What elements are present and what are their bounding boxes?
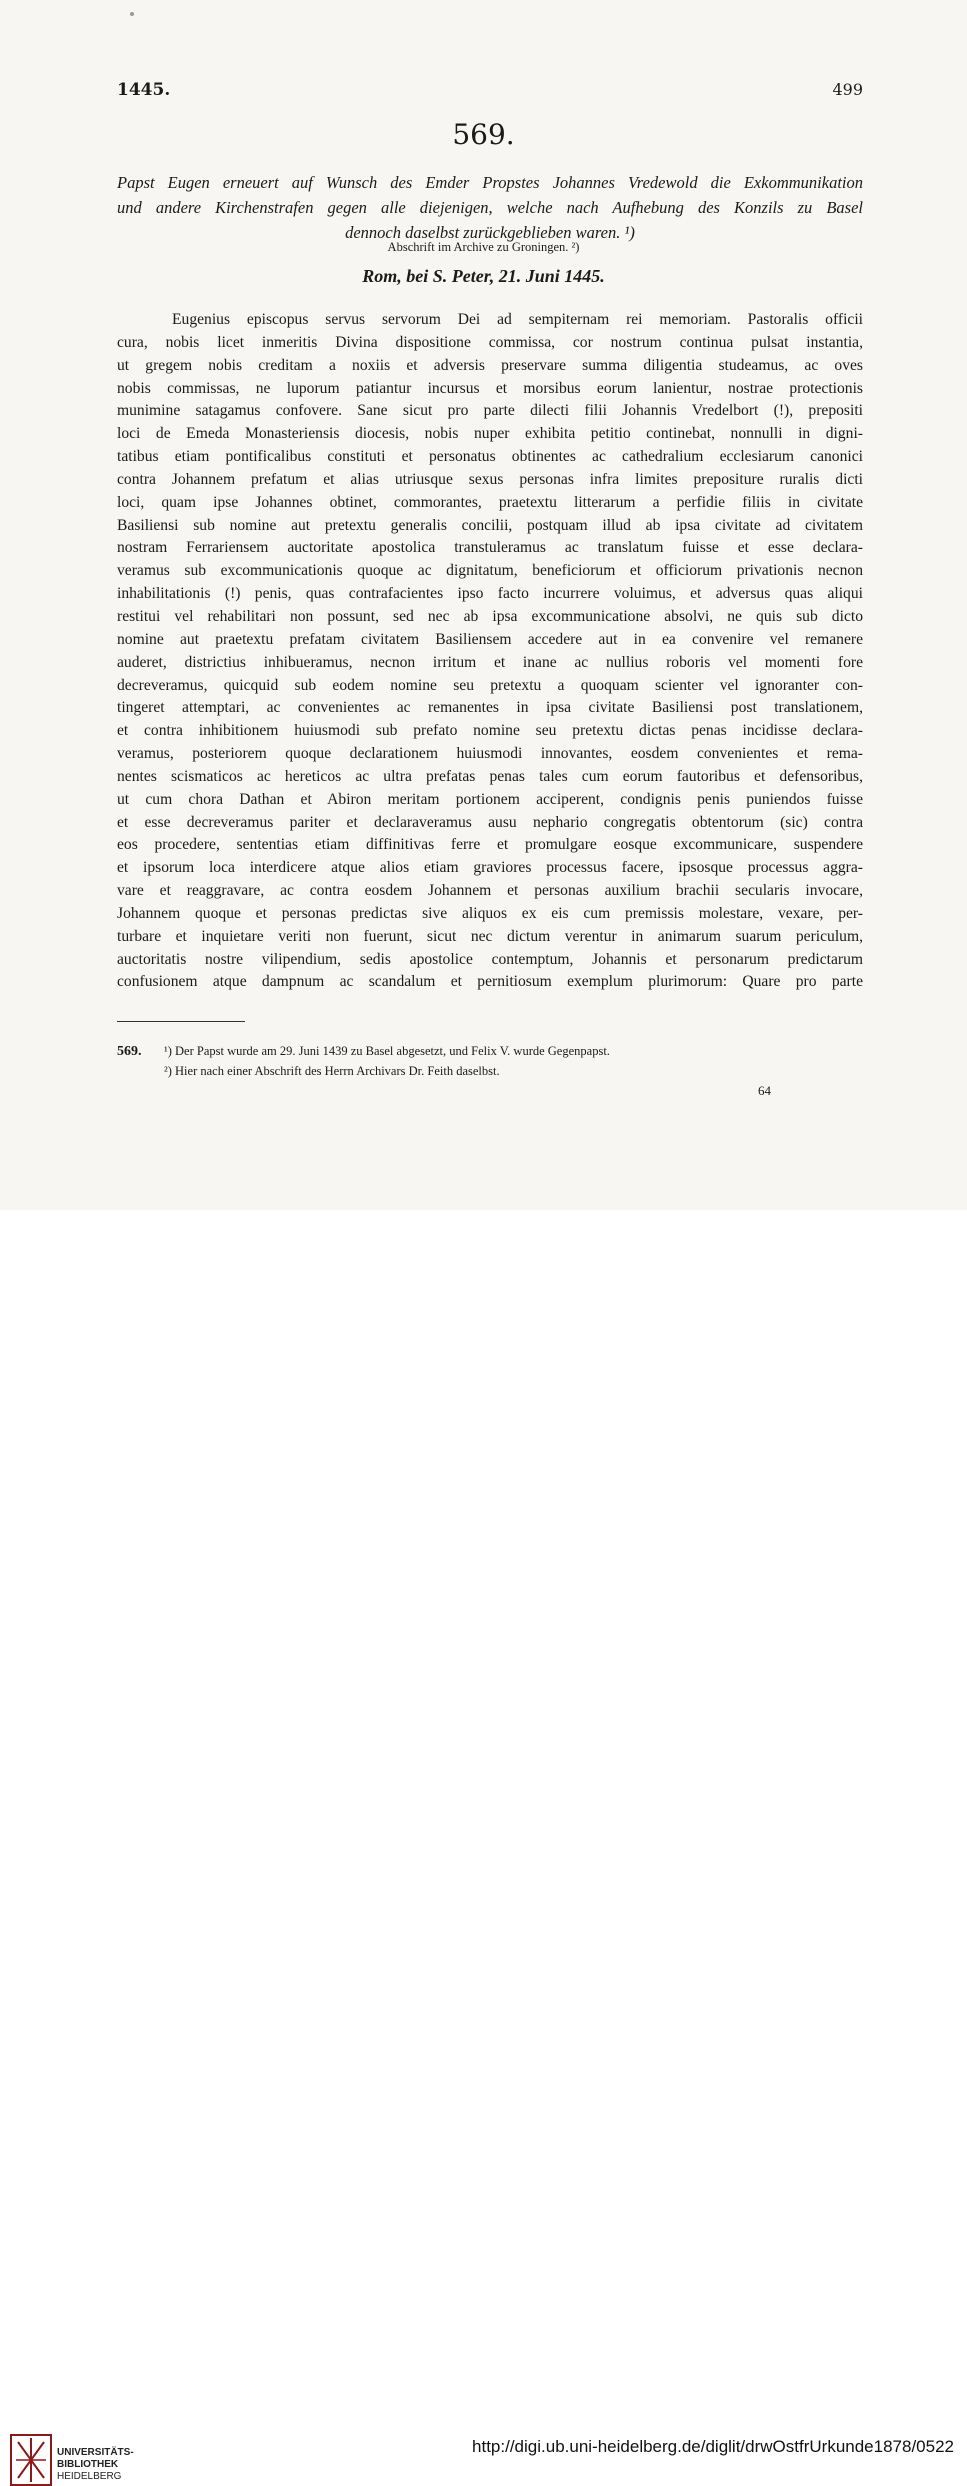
summary-line: dennoch daselbst zurückgeblieben waren. ¹) bbox=[345, 223, 635, 242]
document-summary bbox=[117, 170, 863, 245]
text-line: loci de Emeda Monasteriensis diocesis, nobis nuper exhibita petitio continebat, nonnulli in digni- bbox=[117, 425, 863, 443]
summary-line: Papst Eugen erneuert auf Wunsch des Emder Propstes Johannes Vredewold die Exkommunikation bbox=[117, 173, 863, 192]
text-line: cura, nobis licet inmeritis Divina dispositione commissa, cor nostrum continua pulsat instantia, bbox=[117, 333, 863, 351]
text-line: inhabilitationis (!) penis, quas contrafacientes ipso facto incurrere voluimus, et adversus quas aliqui bbox=[117, 585, 863, 603]
text-line: et contra inhibitionem huiusmodi sub prefato nomine seu pretextu dictas penas incidisse declara- bbox=[117, 722, 863, 740]
text-line: auctoritatis nostre vilipendium, sedis apostolice contemptum, Johannis et personarum predictarum bbox=[117, 950, 863, 968]
scan-speck bbox=[130, 12, 134, 16]
text-line: veramus sub excommunicationis quoque ac dignitatum, beneficiorum et officiorum privationis necnon bbox=[117, 562, 863, 580]
text-line: Basiliensi sub nomine aut pretextu generalis concilii, postquam illud ab ipsa civitate ad civitatem bbox=[117, 516, 863, 534]
text-line: nomine aut praetextu prefatam civitatem Basiliensem accedere aut in ea convenire vel remanere bbox=[117, 630, 863, 648]
text-line: ut gregem nobis creditam a noxiis et adversis preservare summa diligentia studeamus, ac oves bbox=[117, 356, 863, 374]
text-line: eos procedere, sententias etiam diffinitivas ferre et promulgare eosque excommunicare, suspendere bbox=[117, 836, 863, 854]
institution-line: BIBLIOTHEK bbox=[57, 2459, 119, 2470]
institution-line: UNIVERSITÄTS- bbox=[57, 2447, 134, 2458]
header-page-number: 499 bbox=[832, 80, 863, 99]
text-line: Eugenius episcopus servus servorum Dei ad sempiternam rei memoriam. Pastoralis officii bbox=[172, 311, 863, 328]
source-note: Abschrift im Archive zu Groningen. ²) bbox=[387, 240, 580, 254]
document-number: 569. bbox=[452, 118, 515, 151]
text-line: decreveramus, quicquid sub eodem nomine seu pretextu a quoquam scienter vel ignoranter con- bbox=[117, 676, 863, 694]
footnote-1: ¹) Der Papst wurde am 29. Juni 1439 zu Basel abgesetzt, und Felix V. wurde Gegenpapst. bbox=[164, 1044, 610, 1058]
scanned-page bbox=[0, 0, 967, 1210]
text-line: munimine satagamus confovere. Sane sicut pro parte dilecti filii Johannis Vredelbort (!), prepositi bbox=[117, 402, 863, 420]
text-line: nobis commissas, ne luporum patiantur incursus et morsibus eorum lanientur, nostrae protectionis bbox=[117, 379, 863, 397]
institution-name bbox=[57, 2447, 134, 2483]
viewer-footer bbox=[0, 1210, 967, 2482]
signature-mark: 64 bbox=[758, 1083, 771, 1098]
text-line: veramus, posteriorem quoque declarationem huiusmodi innovantes, eosdem convenientes et rema- bbox=[117, 745, 863, 763]
text-line: Johannem quoque et personas predictas sive aliquos ex eis cum premissis molestare, vexare, per- bbox=[117, 904, 863, 922]
institution-line: HEIDELBERG bbox=[57, 2471, 122, 2482]
text-line: restitui vel rehabilitari non possunt, sed nec ab ipsa excommunicatione absolvi, ne quis sub dicto bbox=[117, 607, 863, 625]
text-line: nentes scismaticos ac hereticos ac ultra prefatas penas tales cum eorum fautoribus et defensoribus, bbox=[117, 767, 863, 785]
text-line: confusionem atque dampnum ac scandalum et pernitiosum exemplum plurimorum: Quare pro parte bbox=[117, 973, 863, 991]
running-header bbox=[117, 80, 863, 102]
text-line: et ipsorum loca interdicere atque alios etiam graviores processus facere, ipsosque processus aggra- bbox=[117, 859, 863, 877]
text-line: ut cum chora Dathan et Abiron meritam portionem acciperent, condignis penis puniendos fuisse bbox=[117, 790, 863, 808]
text-line: loci, quam ipse Johannes obtinet, commorantes, praetextu litterarum a perfidie filiis in civitate bbox=[117, 493, 863, 511]
footnote-2: ²) Hier nach einer Abschrift des Herrn Archivars Dr. Feith daselbst. bbox=[164, 1064, 500, 1078]
source-url-link[interactable]: http://digi.ub.uni-heidelberg.de/diglit/drwOstfrUrkunde1878/0522 bbox=[472, 2437, 954, 2456]
text-line: nostram Ferrariensem auctoritate apostolica transtuleramus ac translatum fuisse et esse declara- bbox=[117, 539, 863, 557]
header-year: 1445. bbox=[117, 80, 171, 100]
library-seal-icon bbox=[10, 2434, 52, 2486]
text-line: tingeret attemptari, ac convenientes ac remanentes in ipsa civitate Basiliensi post translationem, bbox=[117, 699, 863, 717]
text-line: turbare et inquietare veriti non fuerunt, sicut nec dictum verentur in animarum suarum periculum, bbox=[117, 927, 863, 945]
text-line: vare et reaggravare, ac contra eosdem Johannem et personas auxilium brachii secularis invocare, bbox=[117, 882, 863, 900]
charter-text bbox=[117, 309, 863, 994]
text-line: tatibus etiam pontificalibus constituti et personatus obtinentes ac cathedralium ecclesiarum canonici bbox=[117, 448, 863, 466]
text-line: et esse decreveramus pariter et declaraveramus ausu nephario congregatis obtentorum (sic) contra bbox=[117, 813, 863, 831]
text-line: contra Johannem prefatum et alias utriusque sexus personas infra limites prepositure ruralis dicti bbox=[117, 470, 863, 488]
summary-line: und andere Kirchenstrafen gegen alle diejenigen, welche nach Aufhebung des Konzils zu Basel bbox=[117, 198, 863, 217]
place-and-date: Rom, bei S. Peter, 21. Juni 1445. bbox=[362, 266, 605, 286]
footnote-doc-number: 569. bbox=[117, 1044, 142, 1059]
footnote-rule bbox=[117, 1021, 245, 1022]
text-line: auderet, districtius inhibueramus, necnon irritum et inane ac nullius roboris vel momenti fore bbox=[117, 653, 863, 671]
